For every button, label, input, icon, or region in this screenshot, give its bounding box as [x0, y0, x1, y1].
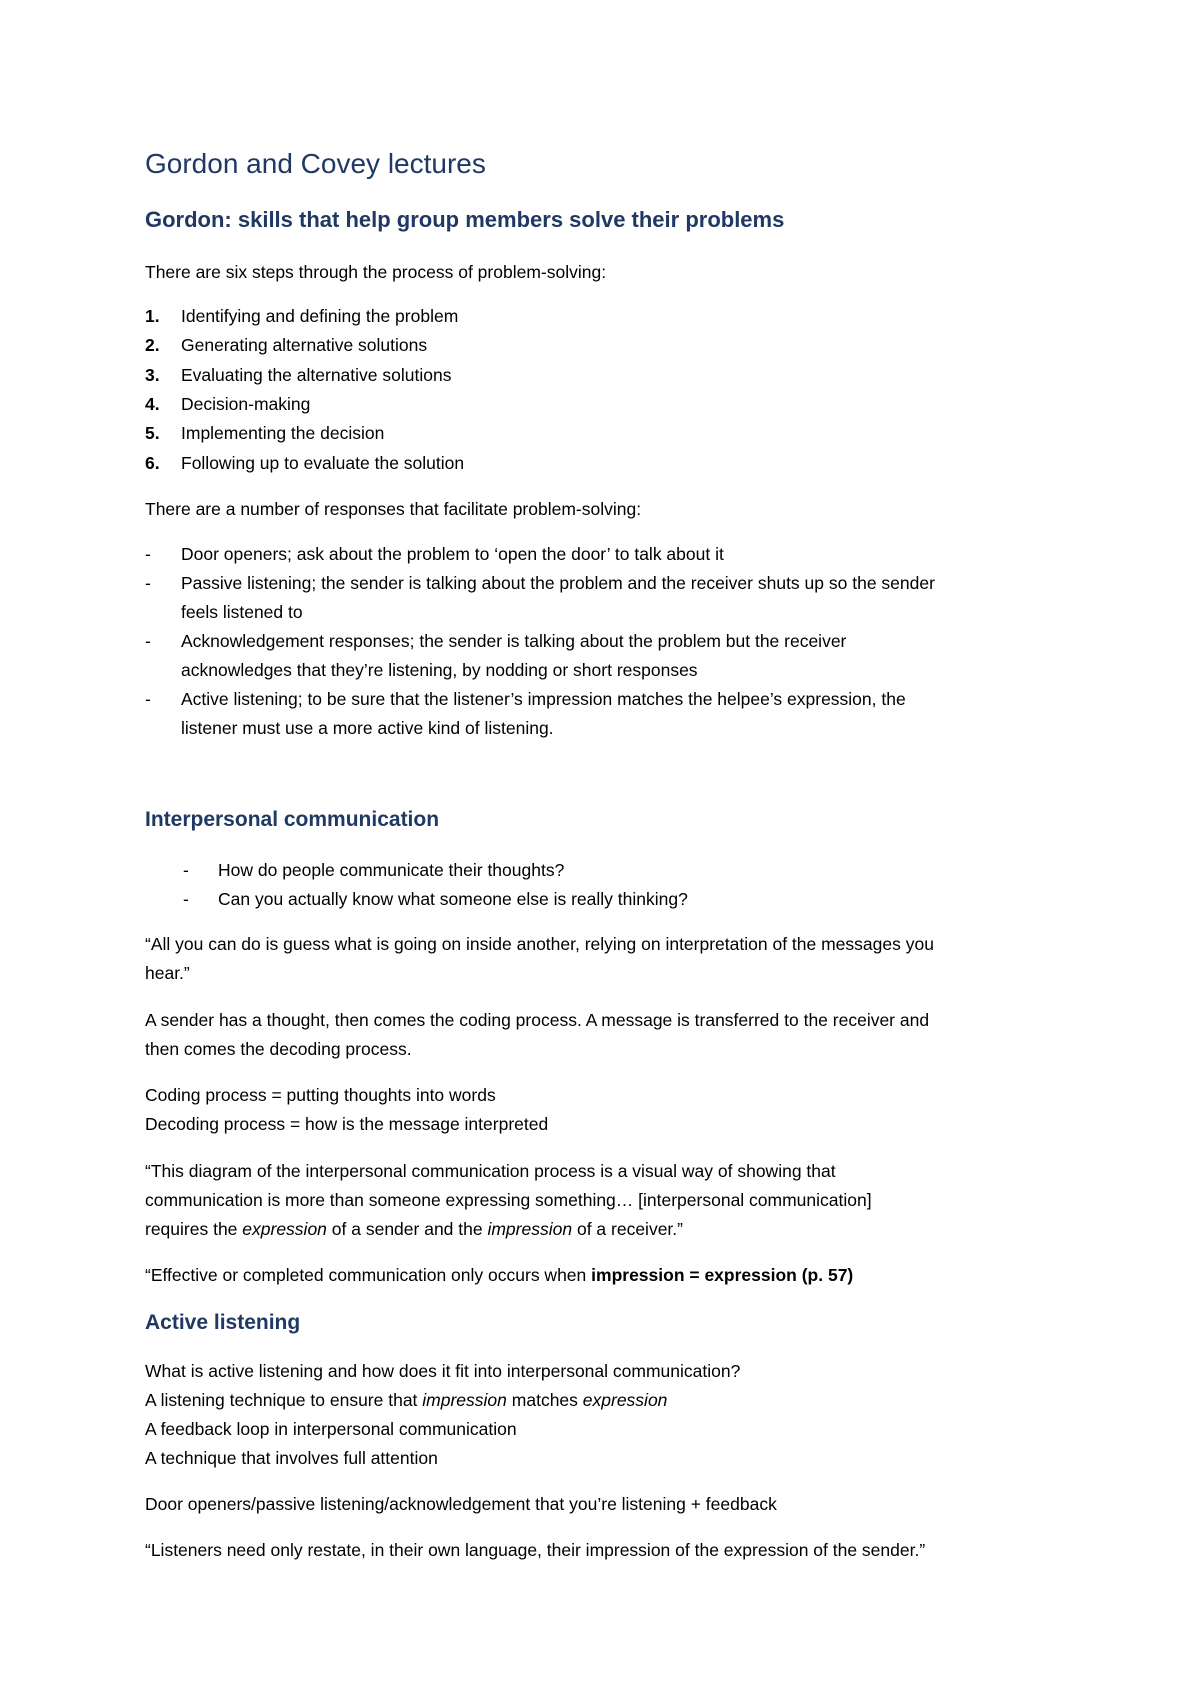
bullet-dash: - [183, 889, 189, 909]
list-number: 2. [145, 335, 160, 355]
emphasis-impression: impression [422, 1390, 507, 1410]
list-text-continued: acknowledges that they’re listening, by nodding or short responses [181, 660, 698, 680]
bold-page-ref: (p. 57) [796, 1265, 854, 1285]
quote-guess-line2: hear.” [145, 963, 190, 983]
text-run: A listening technique to ensure that [145, 1390, 423, 1410]
bullet-dash: - [145, 689, 151, 709]
text-run: matches [506, 1390, 583, 1410]
active-line-feedback: A feedback loop in interpersonal communication [145, 1419, 517, 1439]
quote-diagram-line3 [145, 1219, 683, 1240]
bullet-dash: - [145, 573, 151, 593]
quote-restate: “Listeners need only restate, in their own language, their impression of the expression of the sender.” [145, 1540, 926, 1560]
emphasis-impression: impression [487, 1219, 573, 1239]
list-text: Identifying and defining the problem [181, 306, 459, 326]
list-number: 4. [145, 394, 160, 414]
decoding-definition: Decoding process = how is the message interpreted [145, 1114, 549, 1134]
paragraph-sender-line1: A sender has a thought, then comes the coding process. A message is transferred to the receiver and [145, 1010, 930, 1030]
section-heading-active-listening: Active listening [145, 1311, 301, 1334]
bullet-dash: - [145, 631, 151, 651]
emphasis-expression: expression [242, 1219, 327, 1239]
bullet-dash: - [145, 544, 151, 564]
active-line-question: What is active listening and how does it fit into interpersonal communication? [145, 1361, 741, 1381]
list-text: Door openers; ask about the problem to ‘open the door’ to talk about it [181, 544, 724, 564]
bullet-dash: - [183, 860, 189, 880]
list-text: Can you actually know what someone else is really thinking? [218, 889, 688, 909]
text-run: of a sender and the [326, 1219, 488, 1239]
text-run: requires the [145, 1219, 243, 1239]
text-run: of a receiver.” [572, 1219, 683, 1239]
active-line-attention: A technique that involves full attention [145, 1448, 438, 1468]
quote-diagram-line2: communication is more than someone expressing something… [interpersonal communication] [145, 1190, 872, 1210]
page-title: Gordon and Covey lectures [145, 148, 486, 179]
list-text: Generating alternative solutions [181, 335, 428, 355]
paragraph-sender-line2: then comes the decoding process. [145, 1039, 412, 1059]
steps-intro: There are six steps through the process of problem-solving: [145, 262, 607, 282]
list-text-continued: listener must use a more active kind of listening. [181, 718, 554, 738]
list-text: Passive listening; the sender is talking about the problem and the receiver shuts up so the sender [181, 573, 935, 593]
list-text-continued: feels listened to [181, 602, 303, 622]
responses-intro: There are a number of responses that facilitate problem-solving: [145, 499, 642, 519]
emphasis-expression: expression [582, 1390, 668, 1410]
text-run: “Effective or completed communication only occurs when [145, 1265, 592, 1285]
list-number: 6. [145, 453, 160, 473]
bold-formula: impression = expression [591, 1265, 797, 1285]
list-text: Decision-making [181, 394, 311, 414]
quote-effective [145, 1265, 853, 1286]
section-heading-gordon: Gordon: skills that help group members solve their problems [145, 207, 785, 232]
quote-diagram-line1: “This diagram of the interpersonal communication process is a visual way of showing that [145, 1161, 836, 1181]
list-text: Active listening; to be sure that the listener’s impression matches the helpee’s expression, the [181, 689, 906, 709]
active-line-technique [145, 1390, 667, 1411]
active-summary: Door openers/passive listening/acknowledgement that you’re listening + feedback [145, 1494, 777, 1514]
quote-guess-line1: “All you can do is guess what is going on inside another, relying on interpretation of the messages you [145, 934, 934, 954]
list-text: Implementing the decision [181, 423, 385, 443]
list-number: 5. [145, 423, 160, 443]
list-text: How do people communicate their thoughts? [218, 860, 565, 880]
list-text: Evaluating the alternative solutions [181, 365, 452, 385]
list-number: 3. [145, 365, 160, 385]
section-heading-interpersonal: Interpersonal communication [145, 808, 440, 831]
list-text: Acknowledgement responses; the sender is talking about the problem but the receiver [181, 631, 847, 651]
coding-definition: Coding process = putting thoughts into words [145, 1085, 496, 1105]
list-text: Following up to evaluate the solution [181, 453, 465, 473]
list-number: 1. [145, 306, 160, 326]
